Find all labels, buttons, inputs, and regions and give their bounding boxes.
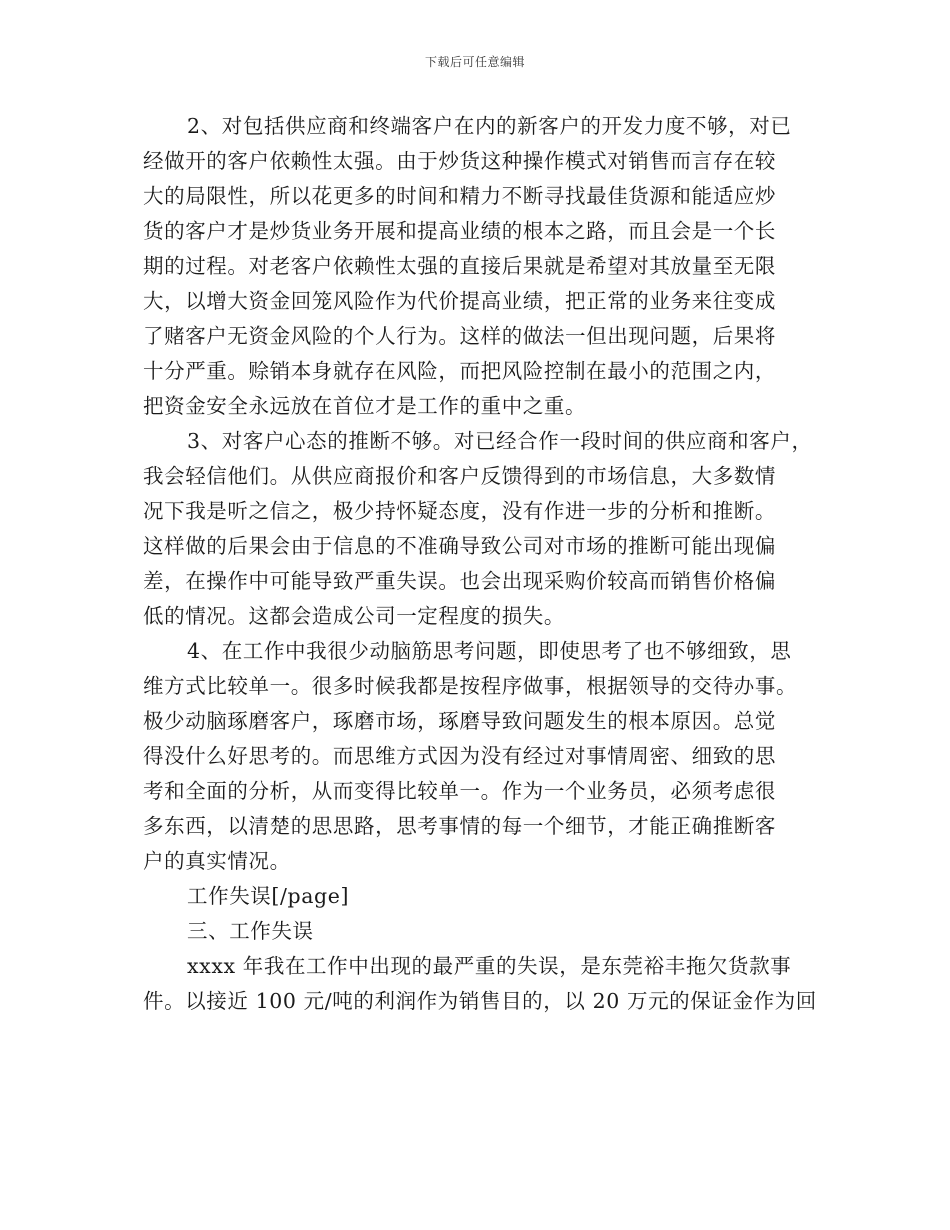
paragraph-line: 大的局限性，所以花更多的时间和精力不断寻找最佳货源和能适应炒 — [143, 184, 776, 208]
paragraph-first-line: 3、对客户心态的推断不够。对已经合作一段时间的供应商和客户， — [187, 429, 813, 453]
paragraph-first-line: 工作失误[/page] — [187, 884, 350, 908]
paragraph-line: 货的客户才是炒货业务开展和提高业绩的根本之路，而且会是一个长 — [143, 219, 776, 243]
paragraph-line: 了赌客户无资金风险的个人行为。这样的做法一但出现问题，后果将 — [143, 324, 776, 348]
paragraph-line: 这样做的后果会由于信息的不准确导致公司对市场的推断可能出现偏 — [143, 534, 776, 558]
paragraph-line: 我会轻信他们。从供应商报价和客户反馈得到的市场信息，大多数情 — [143, 464, 776, 488]
paragraph-line: 极少动脑琢磨客户，琢磨市场，琢磨导致问题发生的根本原因。总觉 — [143, 709, 776, 733]
paragraph-line: 把资金安全永远放在首位才是工作的重中之重。 — [143, 394, 587, 418]
paragraph-line: 差，在操作中可能导致严重失误。也会出现采购价较高而销售价格偏 — [143, 569, 776, 593]
paragraph-line: 考和全面的分析，从而变得比较单一。作为一个业务员，必须考虑很 — [143, 779, 776, 803]
paragraph-line: 多东西，以清楚的思思路，思考事情的每一个细节，才能正确推断客 — [143, 814, 776, 838]
paragraph-line: 件。以接近 100 元/吨的利润作为销售目的，以 20 万元的保证金作为回 — [143, 989, 817, 1013]
paragraph-first-line: 2、对包括供应商和终端客户在内的新客户的开发力度不够，对已 — [187, 114, 792, 138]
paragraph-first-line: 4、在工作中我很少动脑筋思考问题，即使思考了也不够细致，思 — [187, 639, 792, 663]
paragraph-first-line: 三、工作失误 — [187, 919, 314, 943]
paragraph-line: 户的真实情况。 — [143, 849, 291, 873]
page-header: 下载后可任意编辑 — [424, 55, 525, 69]
paragraph-line: 况下我是听之信之，极少持怀疑态度，没有作进一步的分析和推断。 — [143, 499, 776, 523]
paragraph-line: 十分严重。赊销本身就存在风险，而把风险控制在最小的范围之内， — [143, 359, 776, 383]
paragraph-line: 低的情况。这都会造成公司一定程度的损失。 — [143, 604, 565, 628]
paragraph-line: 维方式比较单一。很多时候我都是按程序做事，根据领导的交待办事。 — [143, 674, 798, 698]
paragraph-first-line: xxxx 年我在工作中出现的最严重的失误，是东莞裕丰拖欠货款事 — [187, 954, 792, 978]
paragraph-line: 大，以增大资金回笼风险作为代价提高业绩，把正常的业务来往变成 — [143, 289, 776, 313]
paragraph-line: 期的过程。对老客户依赖性太强的直接后果就是希望对其放量至无限 — [143, 254, 776, 278]
document-body — [143, 109, 818, 1019]
paragraph-line: 得没什么好思考的。而思维方式因为没有经过对事情周密、细致的思 — [143, 744, 776, 768]
paragraph-line: 经做开的客户依赖性太强。由于炒货这种操作模式对销售而言存在较 — [143, 149, 776, 173]
